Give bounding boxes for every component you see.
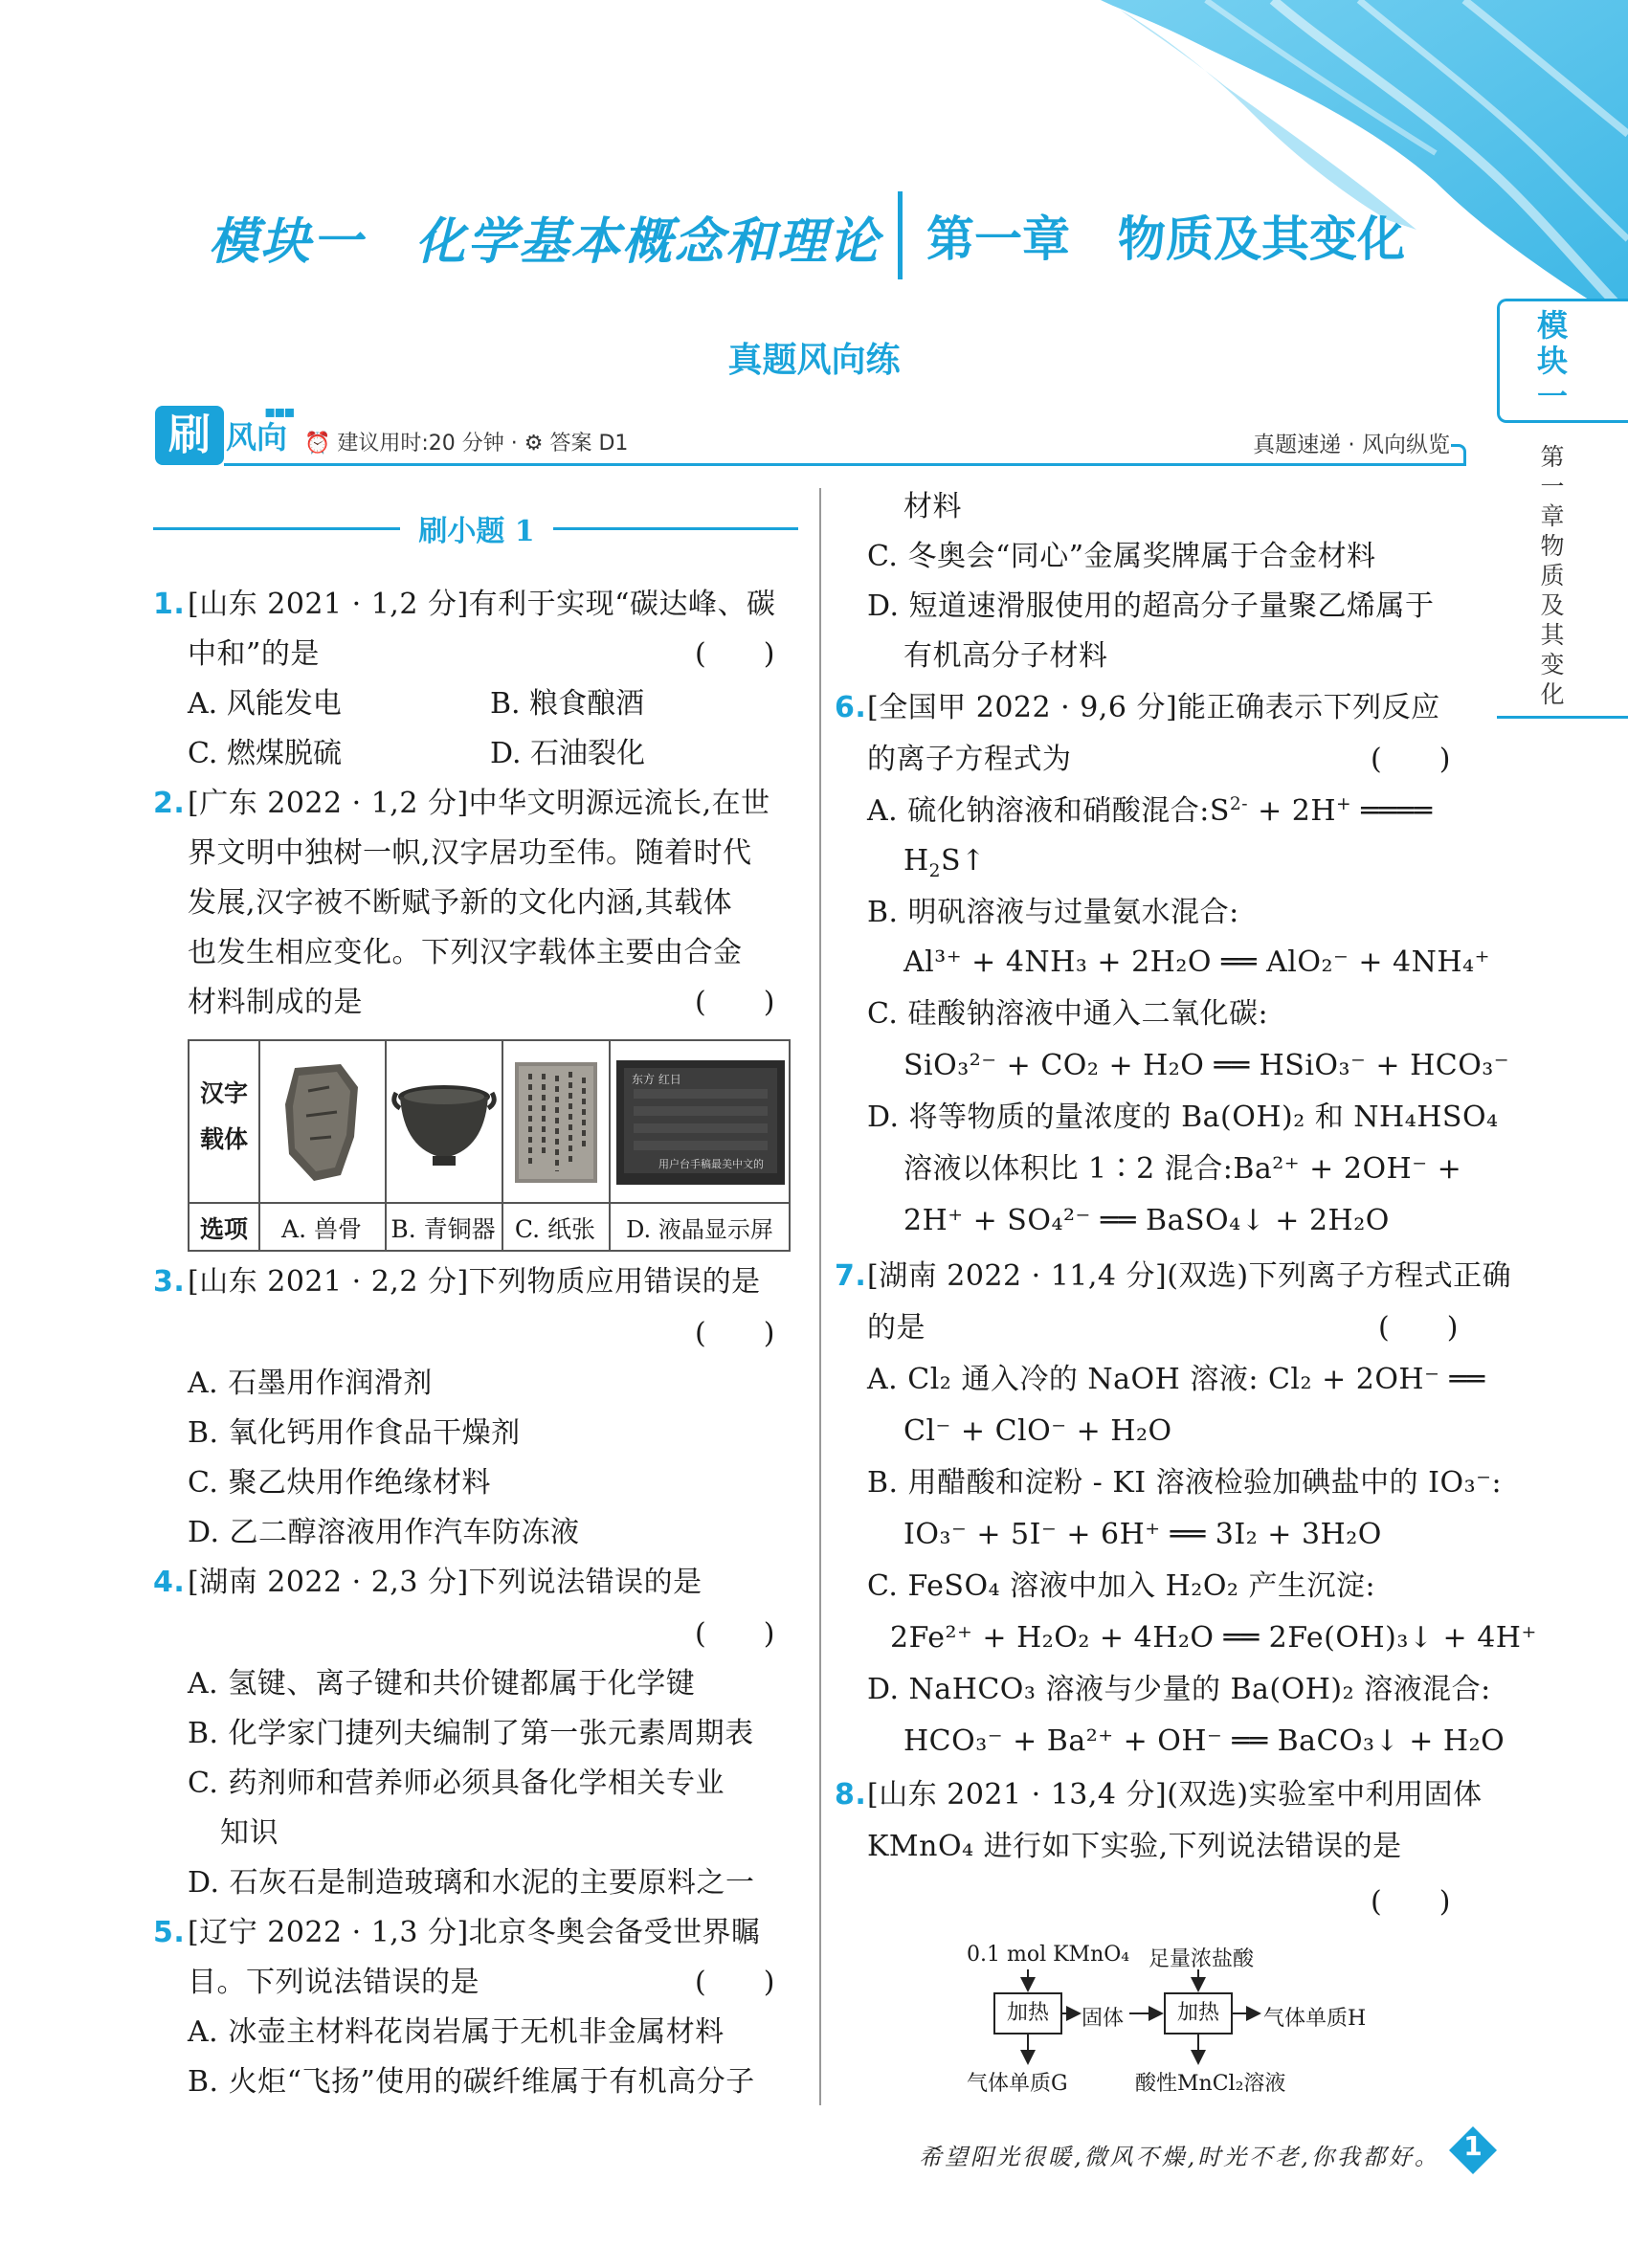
- q2-stem-line2: 界文明中独树一帜,汉字居功至伟。随着时代: [188, 836, 752, 870]
- q4-option-b: B. 化学家门捷列夫编制了第一张元素周期表: [188, 1717, 754, 1750]
- q6-option-a-product: [903, 842, 986, 880]
- band-underline: [224, 463, 1466, 466]
- q4-option-d: D. 石灰石是制造玻璃和水泥的主要原料之一: [188, 1866, 755, 1900]
- q3-option-d: D. 乙二醇溶液用作汽车防冻液: [188, 1516, 580, 1549]
- question-number-6: 6.: [835, 691, 867, 724]
- section-line-left: [153, 527, 400, 530]
- q1-option-c: C. 燃煤脱硫: [188, 737, 342, 770]
- q6-option-c: C. 硅酸钠溶液中通入二氧化碳:: [867, 997, 1269, 1031]
- footer-motto: 希望阳光很暖,微风不燥,时光不老,你我都好。: [919, 2144, 1440, 2170]
- lcd-screen-title: 东方 红日: [632, 1073, 681, 1086]
- q3-stem-line1: [山东 2021 · 2,2 分]下列物质应用错误的是: [188, 1265, 761, 1299]
- q6-option-d-line2: 溶液以体积比 1∶2 混合:Ba²⁺ + 2OH⁻ +: [903, 1152, 1462, 1186]
- q7-option-c-equation: 2Fe²⁺ + H₂O₂ + 4H₂O ══ 2Fe(OH)₃↓ + 4H⁺: [890, 1621, 1537, 1655]
- q6-option-a-plus: + 2H: [1248, 794, 1337, 828]
- q8-stem-line1: [山东 2021 · 13,4 分](双选)实验室中利用固体: [867, 1778, 1483, 1812]
- q5-option-d: D. 短道速滑服使用的超高分子量聚乙烯属于: [867, 589, 1435, 623]
- side-tab-underline: [1497, 716, 1628, 719]
- q1-stem-line1: [山东 2021 · 1,2 分]有利于实现“碳达峰、碳: [188, 588, 776, 621]
- table-option-b: B. 青铜器: [390, 1215, 496, 1243]
- q6-option-d: D. 将等物质的量浓度的 Ba(OH)₂ 和 NH₄HSO₄: [867, 1101, 1499, 1134]
- q3-option-c: C. 聚乙炔用作绝缘材料: [188, 1466, 491, 1500]
- question-number-1: 1.: [153, 588, 186, 621]
- q7-option-c: C. FeSO₄ 溶液中加入 H₂O₂ 产生沉淀:: [867, 1569, 1376, 1603]
- q3-option-b: B. 氧化钙用作食品干燥剂: [188, 1416, 521, 1450]
- q2-stem-line4: 也发生相应变化。下列汉字载体主要由合金: [188, 936, 743, 969]
- q6-option-a-arrow: ════: [1351, 794, 1433, 828]
- oracle-bone-image: [281, 1062, 364, 1183]
- band-logo: 刷: [155, 406, 224, 465]
- q7-option-a: A. Cl₂ 通入冷的 NaOH 溶液: Cl₂ + 2OH⁻ ══: [867, 1363, 1485, 1396]
- diagram-gas-h: 气体单质H: [1263, 2007, 1367, 2031]
- q7-option-d: D. NaHCO₃ 溶液与少量的 Ba(OH)₂ 溶液混合:: [867, 1673, 1491, 1706]
- module-title: 模块一 化学基本概念和理论: [209, 213, 881, 271]
- question-number-5: 5.: [153, 1916, 186, 1949]
- section-line-right: [553, 527, 798, 530]
- diagram-arrows: [948, 1943, 1388, 2115]
- q4-stem-line1: [湖南 2022 · 2,3 分]下列说法错误的是: [188, 1566, 702, 1599]
- paper-image: [515, 1062, 597, 1183]
- q7-option-b-equation: IO₃⁻ + 5I⁻ + 6H⁺ ══ 3I₂ + 3H₂O: [903, 1518, 1382, 1551]
- q6-option-b-equation: Al³⁺ + 4NH₃ + 2H₂O ══ AlO₂⁻ + 4NH₄⁺: [903, 945, 1490, 979]
- side-tab-chapter: 第一章 物质及其变化: [1540, 443, 1589, 708]
- q6-option-d-equation: 2H⁺ + SO₄²⁻ ══ BaSO₄↓ + 2H₂O: [903, 1204, 1390, 1237]
- q6-option-a: [867, 792, 1432, 831]
- q2-stem-line3: 发展,汉字被不断赋予新的文化内涵,其载体: [188, 886, 733, 920]
- bronze-vessel-image: [390, 1076, 498, 1171]
- question-number-4: 4.: [153, 1566, 186, 1599]
- diagram-solid: 固体: [1082, 2007, 1125, 2031]
- lcd-screen-caption: 用户台手稿最美中文的: [658, 1158, 764, 1170]
- q1-option-d: D. 石油裂化: [490, 737, 646, 770]
- diagram-heat-box-2: 加热: [1164, 1992, 1233, 2035]
- page-subtitle: 真题风向练: [727, 341, 901, 380]
- band-logo-text: 风向: [226, 419, 288, 456]
- q1-option-b: B. 粮食酿酒: [490, 687, 645, 721]
- diagram-reagent: 足量浓盐酸: [1149, 1947, 1255, 1971]
- q4-option-a: A. 氢键、离子键和共价键都属于化学键: [188, 1667, 696, 1701]
- q6-stem-line2: 的离子方程式为: [867, 743, 1072, 776]
- band-corner: [1451, 444, 1466, 466]
- side-tab-module: 模块一: [1536, 307, 1568, 414]
- q6-option-a-h: H: [903, 844, 929, 878]
- q6-option-c-equation: SiO₃²⁻ + CO₂ + H₂O ══ HSiO₃⁻ + HCO₃⁻: [903, 1049, 1510, 1082]
- q5-option-a: A. 冰壶主材料花岗岩属于无机非金属材料: [188, 2015, 725, 2049]
- question-number-2: 2.: [153, 787, 186, 820]
- q6-option-a-s: S: [1209, 794, 1230, 828]
- title-divider: [898, 191, 903, 279]
- q2-stem-line1: [广东 2022 · 1,2 分]中华文明源远流长,在世: [188, 787, 770, 820]
- table-option-head: 选项: [199, 1215, 248, 1243]
- question-number-3: 3.: [153, 1265, 186, 1299]
- diagram-solution: 酸性MnCl₂溶液: [1135, 2072, 1286, 2096]
- q6-option-a-s-charge: 2-: [1229, 794, 1249, 814]
- band-time-answer-info: ⏰ 建议用时:20 分钟 · ⚙ 答案 D1: [304, 432, 629, 456]
- diagram-reactant: 0.1 mol KMnO₄: [967, 1943, 1130, 1967]
- q4-option-c: C. 药剂师和营养师必须具备化学相关专业: [188, 1767, 725, 1800]
- q5-option-d-cont: 有机高分子材料: [903, 639, 1108, 673]
- q7-option-a-product: Cl⁻ + ClO⁻ + H₂O: [903, 1414, 1172, 1448]
- q6-option-a-s-gas: S↑: [941, 844, 986, 878]
- q8-answer-paren: ( ): [1371, 1885, 1451, 1919]
- q4-option-c-cont: 知识: [220, 1816, 279, 1850]
- question-number-8: 8.: [835, 1778, 867, 1812]
- q5-answer-paren: ( ): [695, 1966, 775, 1999]
- q3-answer-paren: ( ): [695, 1317, 775, 1350]
- table-option-c: C. 纸张: [514, 1215, 596, 1243]
- q7-answer-paren: ( ): [1378, 1311, 1459, 1345]
- table-option-a: A. 兽骨: [281, 1215, 362, 1243]
- q6-option-a-h-charge: +: [1336, 794, 1352, 814]
- q2-answer-paren: ( ): [695, 986, 775, 1019]
- q6-stem-line1: [全国甲 2022 · 9,6 分]能正确表示下列反应: [867, 691, 1440, 724]
- question-number-7: 7.: [835, 1259, 867, 1293]
- q2-stem-line5: 材料制成的是: [188, 986, 363, 1019]
- chapter-title: 第一章 物质及其变化: [926, 211, 1405, 267]
- q7-option-b: B. 用醋酸和淀粉 - KI 溶液检验加碘盐中的 IO₃⁻:: [867, 1466, 1503, 1500]
- column-divider: [819, 488, 821, 2105]
- q6-option-a-h-sub: 2: [928, 861, 942, 881]
- q1-stem-line2: 中和”的是: [188, 637, 320, 671]
- q8-flow-diagram: [948, 1943, 1388, 2115]
- table-row-head-2: 载体: [199, 1125, 248, 1153]
- q6-option-a-text: A. 硫化钠溶液和硝酸混合:: [867, 794, 1210, 828]
- q5-option-c: C. 冬奥会“同心”金属奖牌属于合金材料: [867, 540, 1376, 573]
- q2-carrier-table: [188, 1039, 791, 1252]
- q7-option-d-equation: HCO₃⁻ + Ba²⁺ + OH⁻ ══ BaCO₃↓ + H₂O: [903, 1724, 1505, 1758]
- page-number: 1: [1463, 2130, 1483, 2162]
- lcd-screen-image: [616, 1060, 785, 1185]
- section-title: 刷小题 1: [418, 515, 535, 548]
- q8-stem-line2: KMnO₄ 进行如下实验,下列说法错误的是: [867, 1830, 1402, 1863]
- q7-stem-line1: [湖南 2022 · 11,4 分](双选)下列离子方程式正确: [867, 1259, 1512, 1293]
- q5-option-b-cont: 材料: [903, 490, 962, 523]
- q3-option-a: A. 石墨用作润滑剂: [188, 1367, 433, 1400]
- diagram-heat-box-1: 加热: [993, 1992, 1062, 2035]
- table-option-d: D. 液晶显示屏: [626, 1216, 773, 1243]
- q5-stem-line2: 目。下列说法错误的是: [188, 1966, 479, 1999]
- q5-option-b: B. 火炬“飞扬”使用的碳纤维属于有机高分子: [188, 2065, 755, 2099]
- q6-answer-paren: ( ): [1371, 743, 1451, 776]
- diagram-gas-g: 气体单质G: [967, 2072, 1068, 2096]
- table-row-head-1: 汉字: [199, 1079, 248, 1107]
- q7-stem-line2: 的是: [867, 1311, 926, 1345]
- band-logo-dots: ▪▪▪: [264, 402, 294, 422]
- q5-stem-line1: [辽宁 2022 · 1,3 分]北京冬奥会备受世界瞩: [188, 1916, 761, 1949]
- q6-option-b: B. 明矾溶液与过量氨水混合:: [867, 896, 1239, 929]
- q1-option-a: A. 风能发电: [188, 687, 342, 721]
- q4-answer-paren: ( ): [695, 1617, 775, 1651]
- q1-answer-paren: ( ): [695, 637, 775, 671]
- band-slogan: 真题速递 · 风向纵览: [1253, 433, 1450, 457]
